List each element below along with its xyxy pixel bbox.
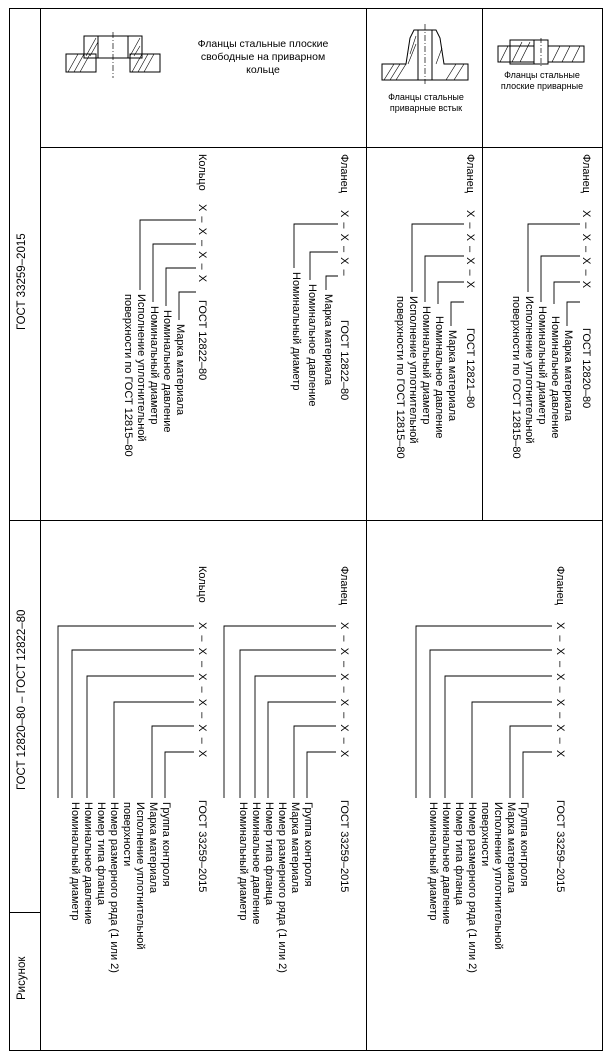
column-divider-1 [366, 8, 367, 147]
column-divider-5 [482, 147, 483, 520]
side-column-divider [40, 8, 41, 1051]
header-free-ring: Фланцы стальные плоские свободные на приварном кольце [197, 38, 329, 76]
free-flange-drawing [64, 32, 164, 82]
header-row-divider [40, 147, 603, 148]
new-ring-prefix: Кольцо [196, 566, 208, 603]
old-weld-neck-standard: ГОСТ 12821–80 [464, 328, 476, 409]
std-label-bottom: ГОСТ 12820–80 – ГОСТ 12822–80 [16, 609, 28, 790]
new-flange-b-standard: ГОСТ 33259–2015 [338, 800, 350, 893]
old-ring-prefix: Кольцо [196, 154, 208, 191]
new-ring-standard: ГОСТ 33259–2015 [196, 800, 208, 893]
new-flange-a-standard: ГОСТ 33259–2015 [554, 800, 566, 893]
old-ring-standard: ГОСТ 12822–80 [196, 300, 208, 381]
new-ring-formula: Х – Х – Х – Х – Х – Х [196, 622, 208, 759]
document-page: ГОСТ 33259–2015 ГОСТ 12820–80 – ГОСТ 12822–80 Рисунок Фланцы стальные плоские свободные на приварном кольце Фланцы стальные приварные встык Фланцы стальные плоские приварные Фланец Х – Х – Х – Х ГОСТ 12820–80 Марка материала Номинальное давление Номинальный диаметр Исполнение уплотнительной поверхности по ГОСТ 12815–80 Фланец Х – Х – Х – Х ГОСТ 12821–80 Марка материала Номинальное давление Номинальный диаметр Исполнение уплотнительной поверхности по ГОСТ 12815–80 Фланец Х – Х – Х – ГОСТ 12822–80 Марка материала Номинальное давление Номинальный диаметр Кольцо Х – Х – Х – Х ГОСТ 12822–80 Марка материала Номинальное давление Номинальный диаметр Исполнение уплотнительной поверхности по ГОСТ 12815–80 Фланец Х – Х – Х – Х – Х – Х ГОСТ 33259–2015 Группа контроля Марка материала Исполнение уплотнительной поверхности Номер размерного ряда (1 или 2) Номер типа фланца Номинальное давление Номинальный диаметр Фланец Х – Х – Х – Х – Х – Х ГОСТ 33259–2015 Группа контроля Марка материала Номер размерного ряда (1 или 2) Номер типа фланца Номинальное давление Номинальный диаметр Кольцо Х – Х – Х – Х – Х – Х ГОСТ 33259–2015 Группа контроля Марка материала Исполнение уплотнительной поверхности Номер размерного ряда (1 или 2) Номер типа фланца Номинальное давление Номинальный диаметр [0, 0, 608, 1057]
slip-on-drawing [496, 38, 586, 66]
column-divider-2 [366, 147, 367, 520]
column-divider-4 [482, 8, 483, 147]
new-flange-a-prefix: Фланец [554, 566, 566, 606]
figure-label-divider [9, 912, 41, 913]
old-slip-on-standard: ГОСТ 12820–80 [580, 328, 592, 409]
figure-label: Рисунок [16, 956, 28, 1000]
header-slip-on: Фланцы стальные плоские приварные [500, 70, 584, 91]
new-flange-a-formula: Х – Х – Х – Х – Х – Х [554, 622, 566, 759]
new-flange-b-prefix: Фланец [338, 566, 350, 606]
old-weld-neck-formula: Х – Х – Х – Х [464, 210, 476, 290]
old-weld-neck-prefix: Фланец [464, 154, 476, 194]
std-label-top: ГОСТ 33259–2015 [16, 233, 28, 330]
old-slip-on-prefix: Фланец [580, 154, 592, 194]
new-flange-b-formula: Х – Х – Х – Х – Х – Х [338, 622, 350, 759]
weld-neck-drawing [380, 24, 470, 84]
old-free-flange-standard: ГОСТ 12822–80 [338, 320, 350, 401]
old-col-bottom-right [482, 520, 603, 521]
old-ring-formula: Х – Х – Х – Х [196, 204, 208, 284]
header-weld-neck: Фланцы стальные приварные встык [388, 92, 464, 113]
old-slip-on-formula: Х – Х – Х – Х [580, 210, 592, 290]
old-free-flange-prefix: Фланец [338, 154, 350, 194]
column-divider-3 [366, 520, 367, 1051]
old-free-flange-formula: Х – Х – Х – [338, 210, 350, 277]
